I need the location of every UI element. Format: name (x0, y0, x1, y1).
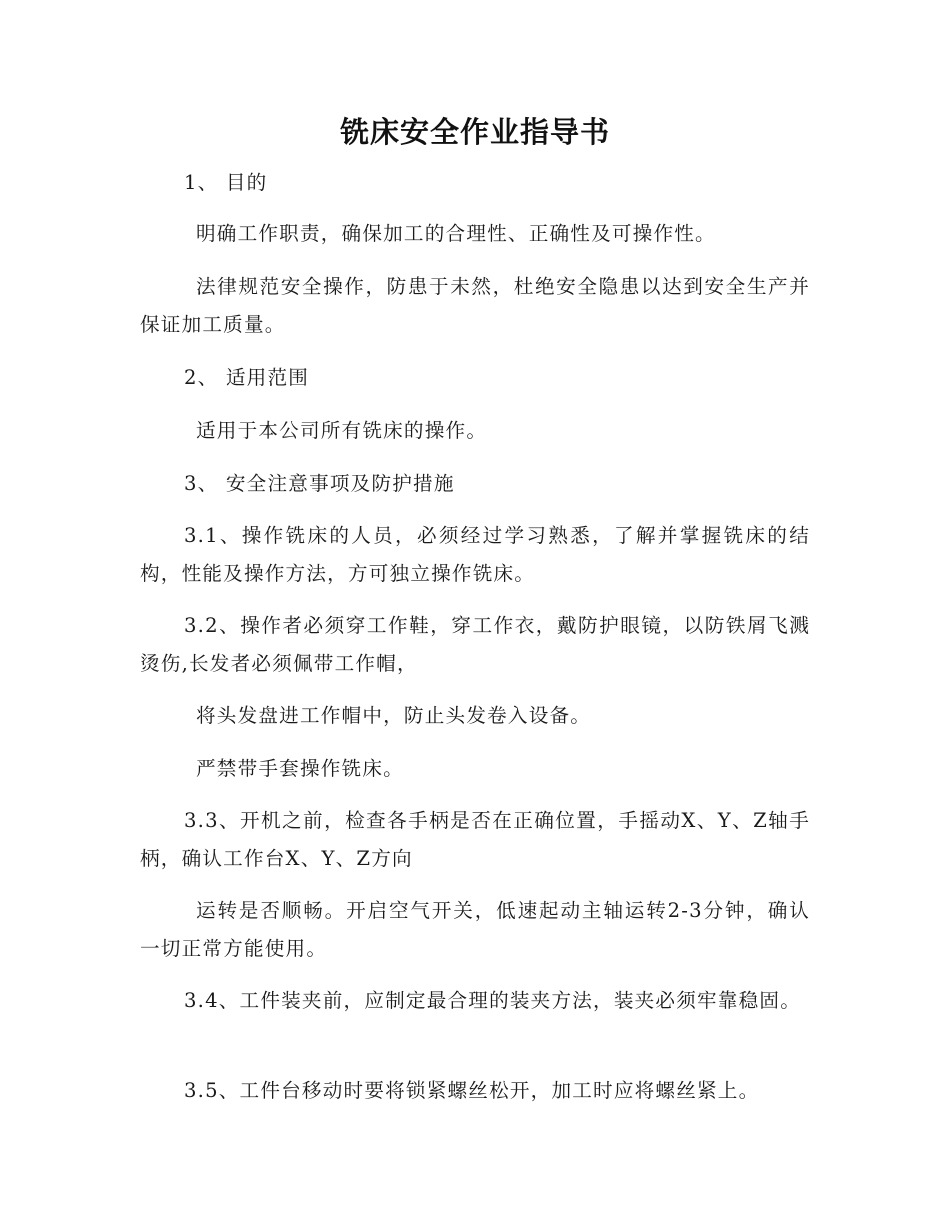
section-heading-scope: 2、 适用范围 (184, 366, 310, 389)
paragraph-safety-3-4: 3.4、工件装夹前，应制定最合理的装夹方法，装夹必须牢靠稳固。 (184, 989, 801, 1012)
paragraph-safety-3-1: 3.1、操作铣床的人员，必须经过学习熟悉，了解并掌握铣床的结构，性能及操作方法，方可独立操作铣床。 (140, 524, 810, 585)
paragraph-safety-3-3: 3.3、开机之前，检查各手柄是否在正确位置，手摇动X、Y、Z轴手柄，确认工作台X、Y、Z方向 (140, 809, 810, 870)
paragraph-purpose-2: 法律规范安全操作，防患于未然，杜绝安全隐患以达到安全生产并保证加工质量。 (140, 275, 810, 336)
paragraph-safety-3-5: 3.5、工件台移动时要将锁紧螺丝松开，加工时应将螺丝紧上。 (184, 1079, 760, 1102)
paragraph-safety-3-2: 3.2、操作者必须穿工作鞋，穿工作衣，戴防护眼镜，以防铁屑飞溅烫伤,长发者必须佩带工作帽， (140, 614, 810, 675)
paragraph-safety-3-2-cont-1: 将头发盘进工作帽中，防止头发卷入设备。 (196, 704, 592, 727)
paragraph-scope-1: 适用于本公司所有铣床的操作。 (196, 419, 488, 442)
paragraph-purpose-1: 明确工作职责，确保加工的合理性、正确性及可操作性。 (196, 222, 716, 245)
section-heading-purpose: 1、 目的 (184, 171, 268, 194)
document-title: 铣床安全作业指导书 (339, 115, 610, 149)
paragraph-safety-3-3-cont: 运转是否顺畅。开启空气开关，低速起动主轴运转2-3分钟，确认一切正常方能使用。 (140, 899, 810, 960)
paragraph-safety-3-2-cont-2: 严禁带手套操作铣床。 (196, 757, 404, 780)
section-heading-safety: 3、 安全注意事项及防护措施 (184, 472, 455, 495)
